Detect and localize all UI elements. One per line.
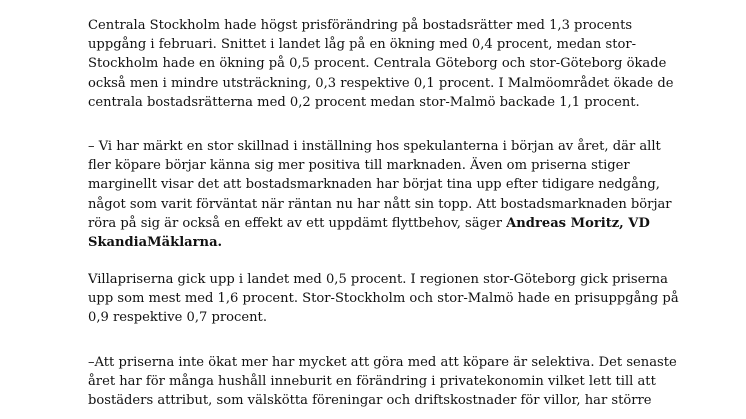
paragraph-quote-andreas-moritz: [88, 137, 688, 252]
text-line: något som varit förväntat när räntan nu har nått sin topp. Att bostadsmarknaden börjar: [88, 196, 672, 212]
speaker-company: SkandiaMäklarna.: [88, 234, 223, 250]
paragraph-selective-buyers-quote: [88, 353, 688, 411]
text-line: upp som mest med 1,6 procent. Stor-Stockholm och stor-Malmö hade en prisuppgång på: [88, 291, 679, 307]
text-line: också men i mindre utsträckning, 0,3 respektive 0,1 procent. I Malmöområdet ökade de: [88, 75, 674, 91]
text-line: året har för många hushåll inneburit en förändring i privatekonomin vilket lett till att: [88, 374, 656, 390]
paragraph-price-changes-apartments: [88, 16, 688, 112]
paragraph-villa-prices: [88, 270, 688, 328]
text-line: bostäders attribut, som välskötta föreningar och driftskostnader för villor, har större: [88, 393, 652, 409]
text-line: –Att priserna inte ökat mer har mycket att göra med att köpare är selektiva. Det senaste: [88, 355, 677, 370]
text-line: – Vi har märkt en stor skillnad i inställning hos spekulanterna i början av året, där allt: [88, 139, 661, 154]
text-line: Villapriserna gick upp i landet med 0,5 procent. I regionen stor-Göteborg gick priserna: [88, 272, 668, 287]
text-line: Stockholm hade en ökning på 0,5 procent. Centrala Göteborg och stor-Göteborg ökade: [88, 56, 667, 72]
text-segment: röra på sig är också en effekt av ett uppdämt flyttbehov, säger: [88, 215, 507, 231]
text-line-with-speaker: [88, 214, 688, 233]
text-line: centrala bostadsrätterna med 0,2 procent medan stor-Malmö backade 1,1 procent.: [88, 94, 640, 110]
text-line: uppgång i februari. Snittet i landet låg på en ökning med 0,4 procent, medan stor-: [88, 37, 637, 53]
text-line: 0,9 respektive 0,7 procent.: [88, 310, 267, 326]
text-line: fler köpare börjar känna sig mer positiva till marknaden. Även om priserna stiger: [88, 158, 630, 174]
text-line: marginellt visar det att bostadsmarknaden har börjat tina upp efter tidigare nedgång,: [88, 177, 660, 193]
text-line: Centrala Stockholm hade högst prisförändring på bostadsrätter med 1,3 procents: [88, 18, 633, 33]
speaker-name: Andreas Moritz, VD: [506, 215, 650, 231]
